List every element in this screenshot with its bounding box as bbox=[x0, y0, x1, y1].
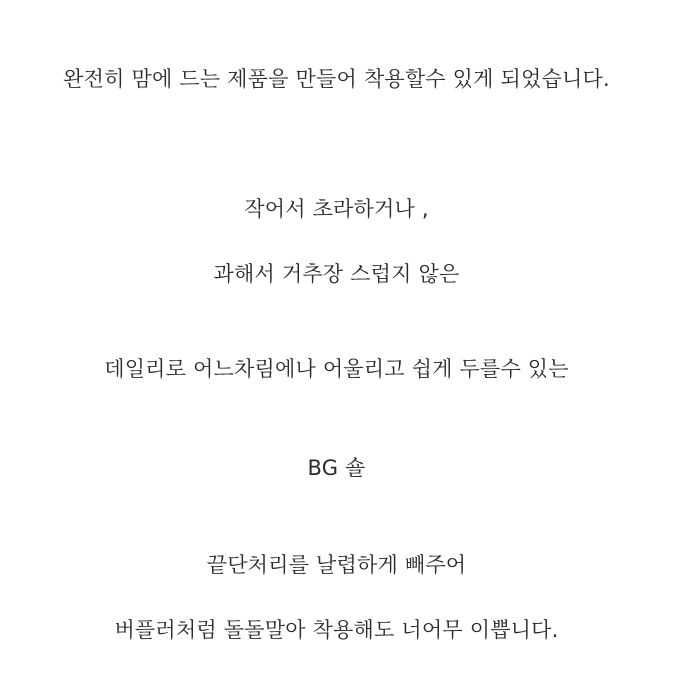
text-line-4: 데일리로 어느차림에나 어울리고 쉽게 두를수 있는 bbox=[104, 357, 569, 381]
text-line-7: 버플러처럼 돌돌말아 착용해도 너어무 이쁩니다. bbox=[114, 618, 559, 642]
text-line-5: BG 숄 bbox=[307, 456, 366, 480]
text-line-2: 작어서 초라하거나 , bbox=[244, 197, 429, 221]
text-line-1: 완전히 맘에 드는 제품을 만들어 착용할수 있게 되었습니다. bbox=[63, 67, 610, 91]
text-line-6: 끝단처리를 날렵하게 빼주어 bbox=[206, 553, 467, 577]
text-line-3: 과해서 거추장 스럽지 않은 bbox=[213, 262, 460, 286]
